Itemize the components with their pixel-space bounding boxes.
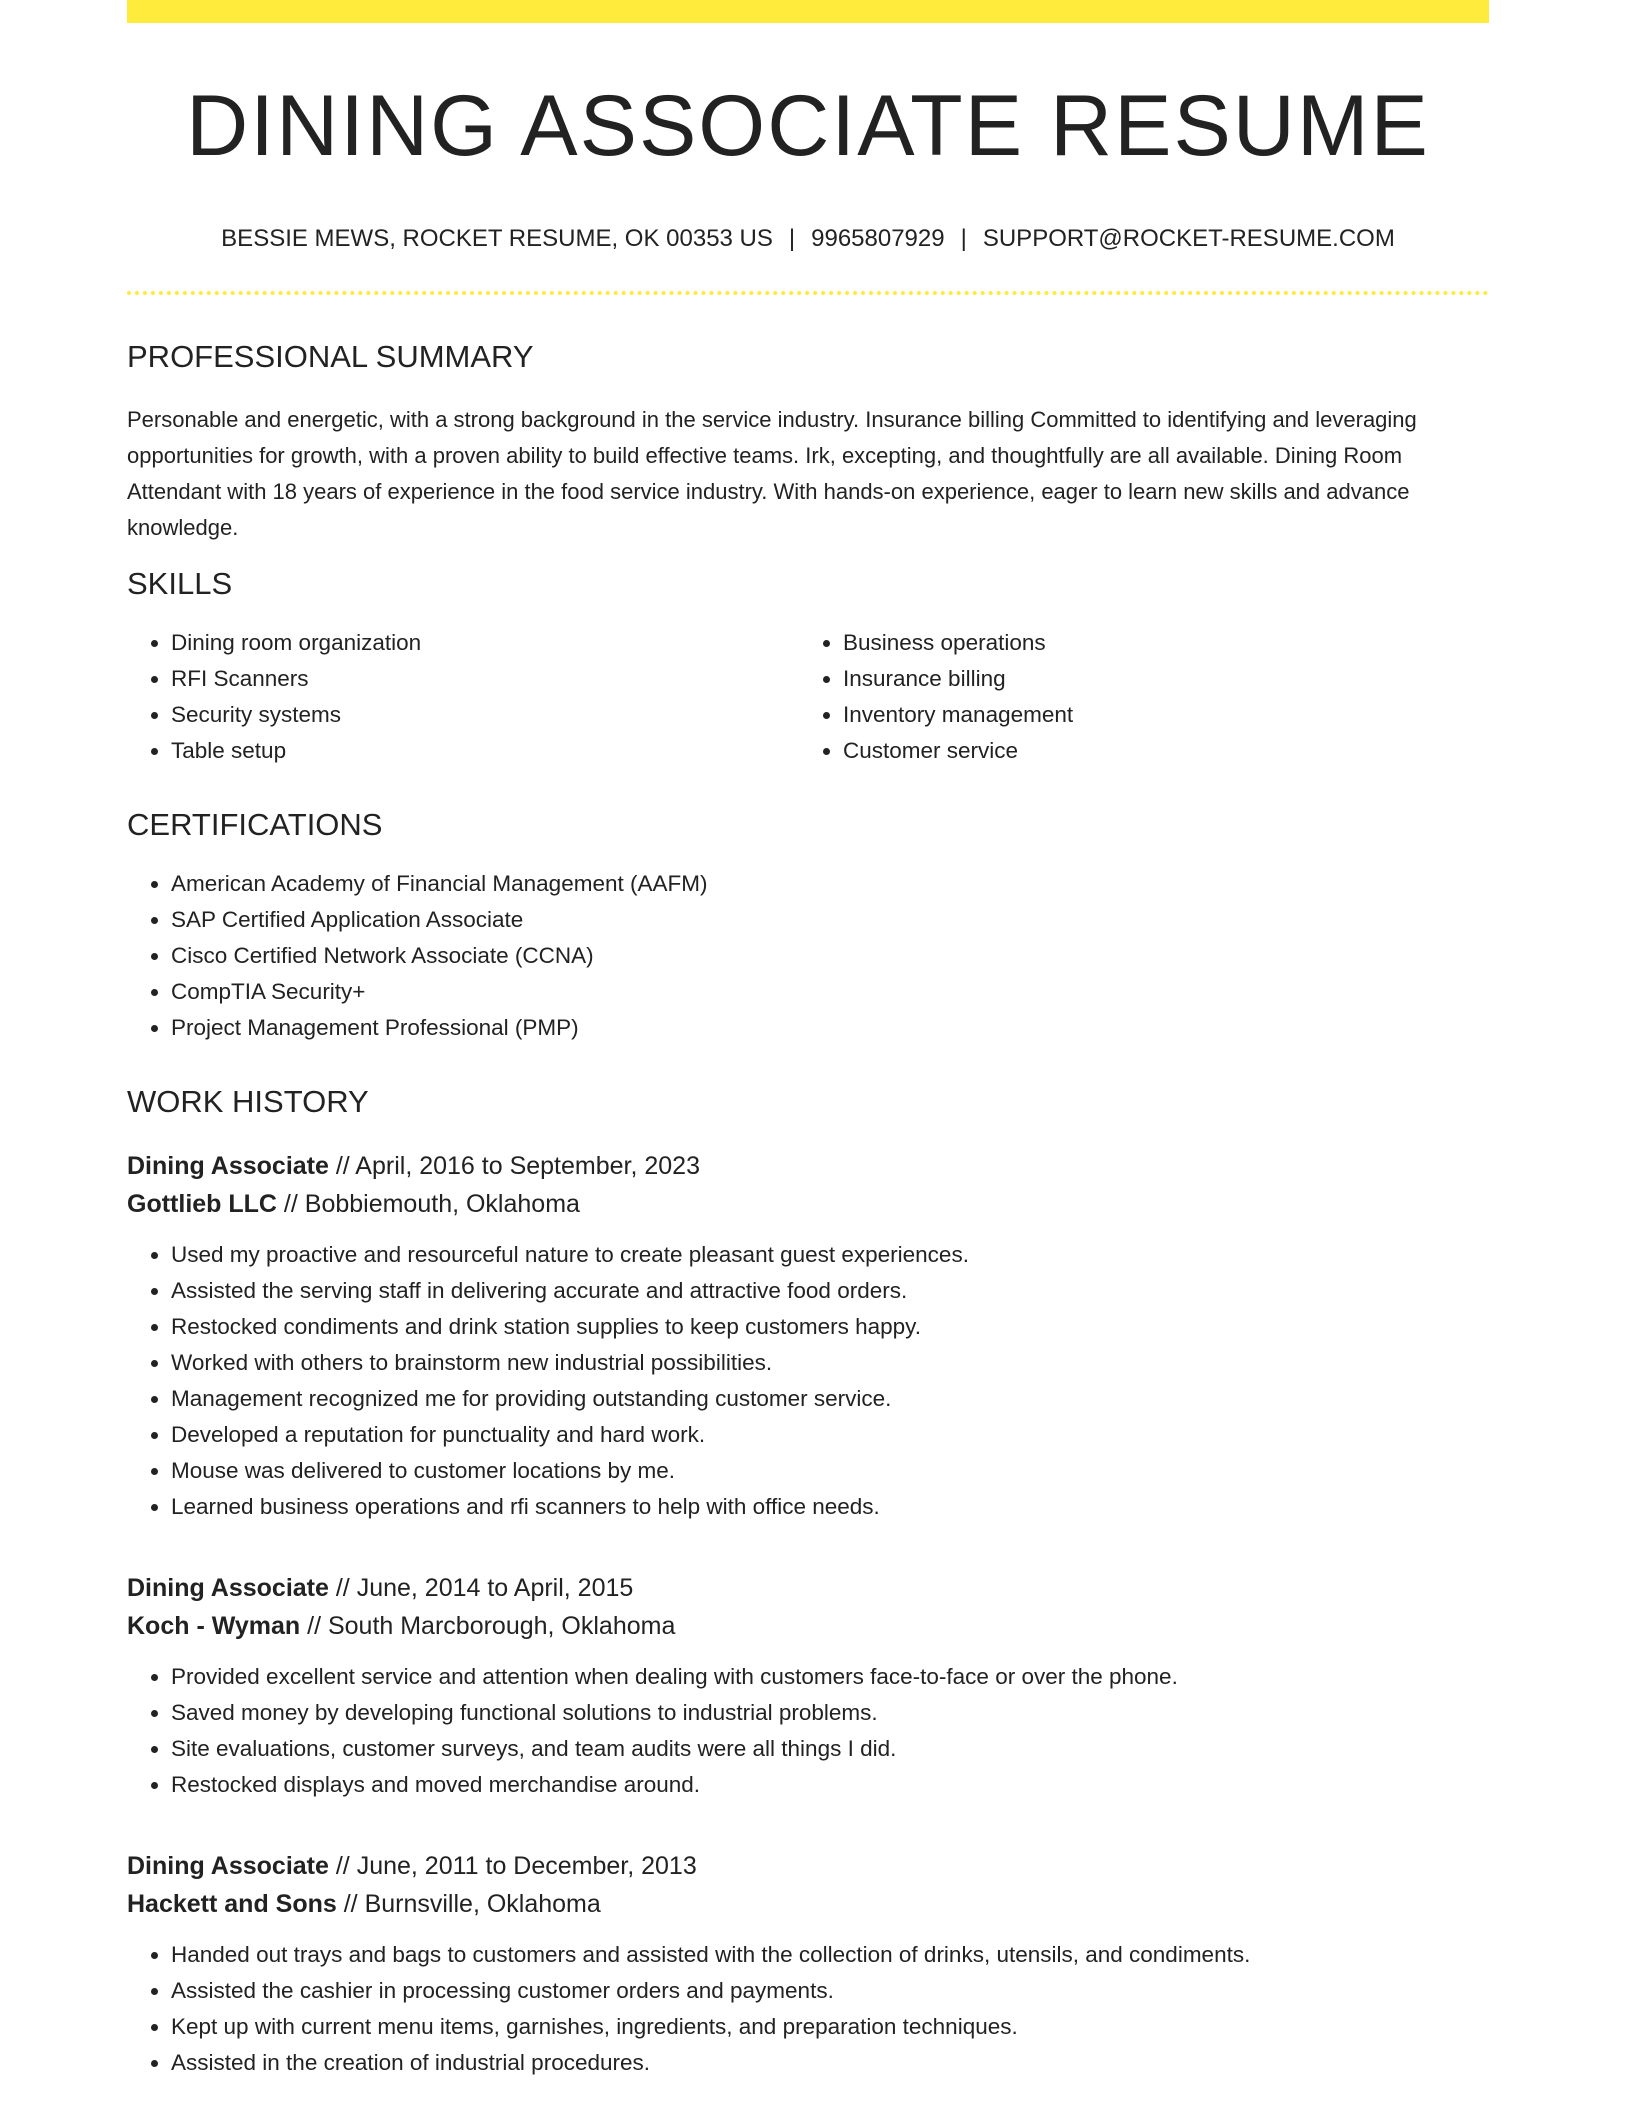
job-bullet: • Assisted the serving staff in delivering accurate and attractive food orders. xyxy=(171,1273,1489,1309)
summary-text: Personable and energetic, with a strong background in the service industry. Insurance billing Committed to identifying and leveraging opportunities for growth, with a proven ability to build effective teams. Irk, excepting, and thoughtfully are all available. Dining Room Attendant with 18 years of experience in the food service industry. With hands-on experience, eager to learn new skills and advance knowledge. xyxy=(127,407,1417,540)
skills-section xyxy=(127,568,1489,769)
job-title-line xyxy=(127,1147,1489,1185)
job-bullet: • Restocked condiments and drink station supplies to keep customers happy. xyxy=(171,1309,1489,1345)
resume-title: DINING ASSOCIATE RESUME xyxy=(186,78,1430,174)
work-history-heading: WORK HISTORY xyxy=(127,1084,369,1119)
skill-item: • Customer service xyxy=(843,733,1471,769)
job-location: // Bobbiemouth, Oklahoma xyxy=(276,1190,580,1218)
job-title: Dining Associate xyxy=(127,1152,329,1180)
job-dates: // April, 2016 to September, 2023 xyxy=(328,1152,700,1180)
skill-item: • RFI Scanners xyxy=(171,661,799,697)
job-title: Dining Associate xyxy=(127,1852,329,1880)
job-title-line xyxy=(127,1847,1489,1885)
job-entry xyxy=(127,1847,1489,2081)
contact-line xyxy=(127,227,1489,251)
job-bullet: • Site evaluations, customer surveys, and team audits were all things I did. xyxy=(171,1731,1489,1767)
job-company: Gottlieb LLC xyxy=(127,1190,277,1218)
resume-page xyxy=(127,0,1489,2081)
summary-section xyxy=(127,341,1489,546)
certifications-list xyxy=(127,866,1489,1046)
job-bullet: • Mouse was delivered to customer locations by me. xyxy=(171,1453,1489,1489)
job-entry xyxy=(127,1147,1489,1525)
job-title: Dining Associate xyxy=(127,1574,329,1602)
dotted-divider xyxy=(127,291,1489,295)
certification-item: • SAP Certified Application Associate xyxy=(171,902,1489,938)
certifications-heading: CERTIFICATIONS xyxy=(127,807,383,842)
certification-item: • American Academy of Financial Management (AAFM) xyxy=(171,866,1489,902)
contact-separator: | xyxy=(960,225,967,252)
skills-list-left xyxy=(127,625,799,769)
job-bullet: • Provided excellent service and attention when dealing with customers face-to-face or over the phone. xyxy=(171,1659,1489,1695)
job-bullet: • Assisted the cashier in processing customer orders and payments. xyxy=(171,1973,1489,2009)
job-dates: // June, 2011 to December, 2013 xyxy=(328,1852,697,1880)
job-bullet: • Saved money by developing functional solutions to industrial problems. xyxy=(171,1695,1489,1731)
certification-item: • CompTIA Security+ xyxy=(171,974,1489,1010)
job-title-line xyxy=(127,1569,1489,1607)
skill-item: • Security systems xyxy=(171,697,799,733)
job-dates: // June, 2014 to April, 2015 xyxy=(328,1574,634,1602)
job-bullet: • Worked with others to brainstorm new industrial possibilities. xyxy=(171,1345,1489,1381)
job-entry xyxy=(127,1569,1489,1803)
job-bullets xyxy=(127,1937,1489,2081)
job-bullet: • Restocked displays and moved merchandise around. xyxy=(171,1767,1489,1803)
skill-item: • Insurance billing xyxy=(843,661,1471,697)
job-company: Hackett and Sons xyxy=(127,1890,337,1918)
job-company-line xyxy=(127,1607,1489,1645)
work-history-section xyxy=(127,1086,1489,2081)
job-location: // South Marcborough, Oklahoma xyxy=(300,1612,676,1640)
contact-phone: 9965807929 xyxy=(811,225,945,252)
skills-list-right xyxy=(799,625,1471,769)
job-company: Koch - Wyman xyxy=(127,1612,301,1640)
job-bullets xyxy=(127,1237,1489,1525)
job-bullet: • Management recognized me for providing outstanding customer service. xyxy=(171,1381,1489,1417)
skill-item: • Table setup xyxy=(171,733,799,769)
skills-heading: SKILLS xyxy=(127,566,233,601)
contact-separator: | xyxy=(788,225,796,252)
job-bullet: • Handed out trays and bags to customers and assisted with the collection of drinks, utensils, and condiments. xyxy=(171,1937,1489,1973)
job-bullet: • Kept up with current menu items, garnishes, ingredients, and preparation techniques. xyxy=(171,2009,1489,2045)
skill-item: • Dining room organization xyxy=(171,625,799,661)
top-accent-bar xyxy=(127,0,1489,23)
job-bullet: • Developed a reputation for punctuality and hard work. xyxy=(171,1417,1489,1453)
certification-item: • Project Management Professional (PMP) xyxy=(171,1010,1489,1046)
contact-address: BESSIE MEWS, ROCKET RESUME, OK 00353 US xyxy=(221,225,773,252)
job-location: // Burnsville, Oklahoma xyxy=(336,1890,601,1918)
job-bullet: • Learned business operations and rfi scanners to help with office needs. xyxy=(171,1489,1489,1525)
skills-columns xyxy=(127,625,1489,769)
skill-item: • Inventory management xyxy=(843,697,1471,733)
job-bullets xyxy=(127,1659,1489,1803)
certifications-section xyxy=(127,809,1489,1046)
job-bullet: • Assisted in the creation of industrial procedures. xyxy=(171,2045,1489,2081)
summary-heading: PROFESSIONAL SUMMARY xyxy=(127,339,534,374)
certification-item: • Cisco Certified Network Associate (CCNA) xyxy=(171,938,1489,974)
contact-email: SUPPORT@ROCKET-RESUME.COM xyxy=(982,225,1395,252)
job-company-line xyxy=(127,1885,1489,1923)
job-company-line xyxy=(127,1185,1489,1223)
job-bullet: • Used my proactive and resourceful nature to create pleasant guest experiences. xyxy=(171,1237,1489,1273)
skill-item: • Business operations xyxy=(843,625,1471,661)
